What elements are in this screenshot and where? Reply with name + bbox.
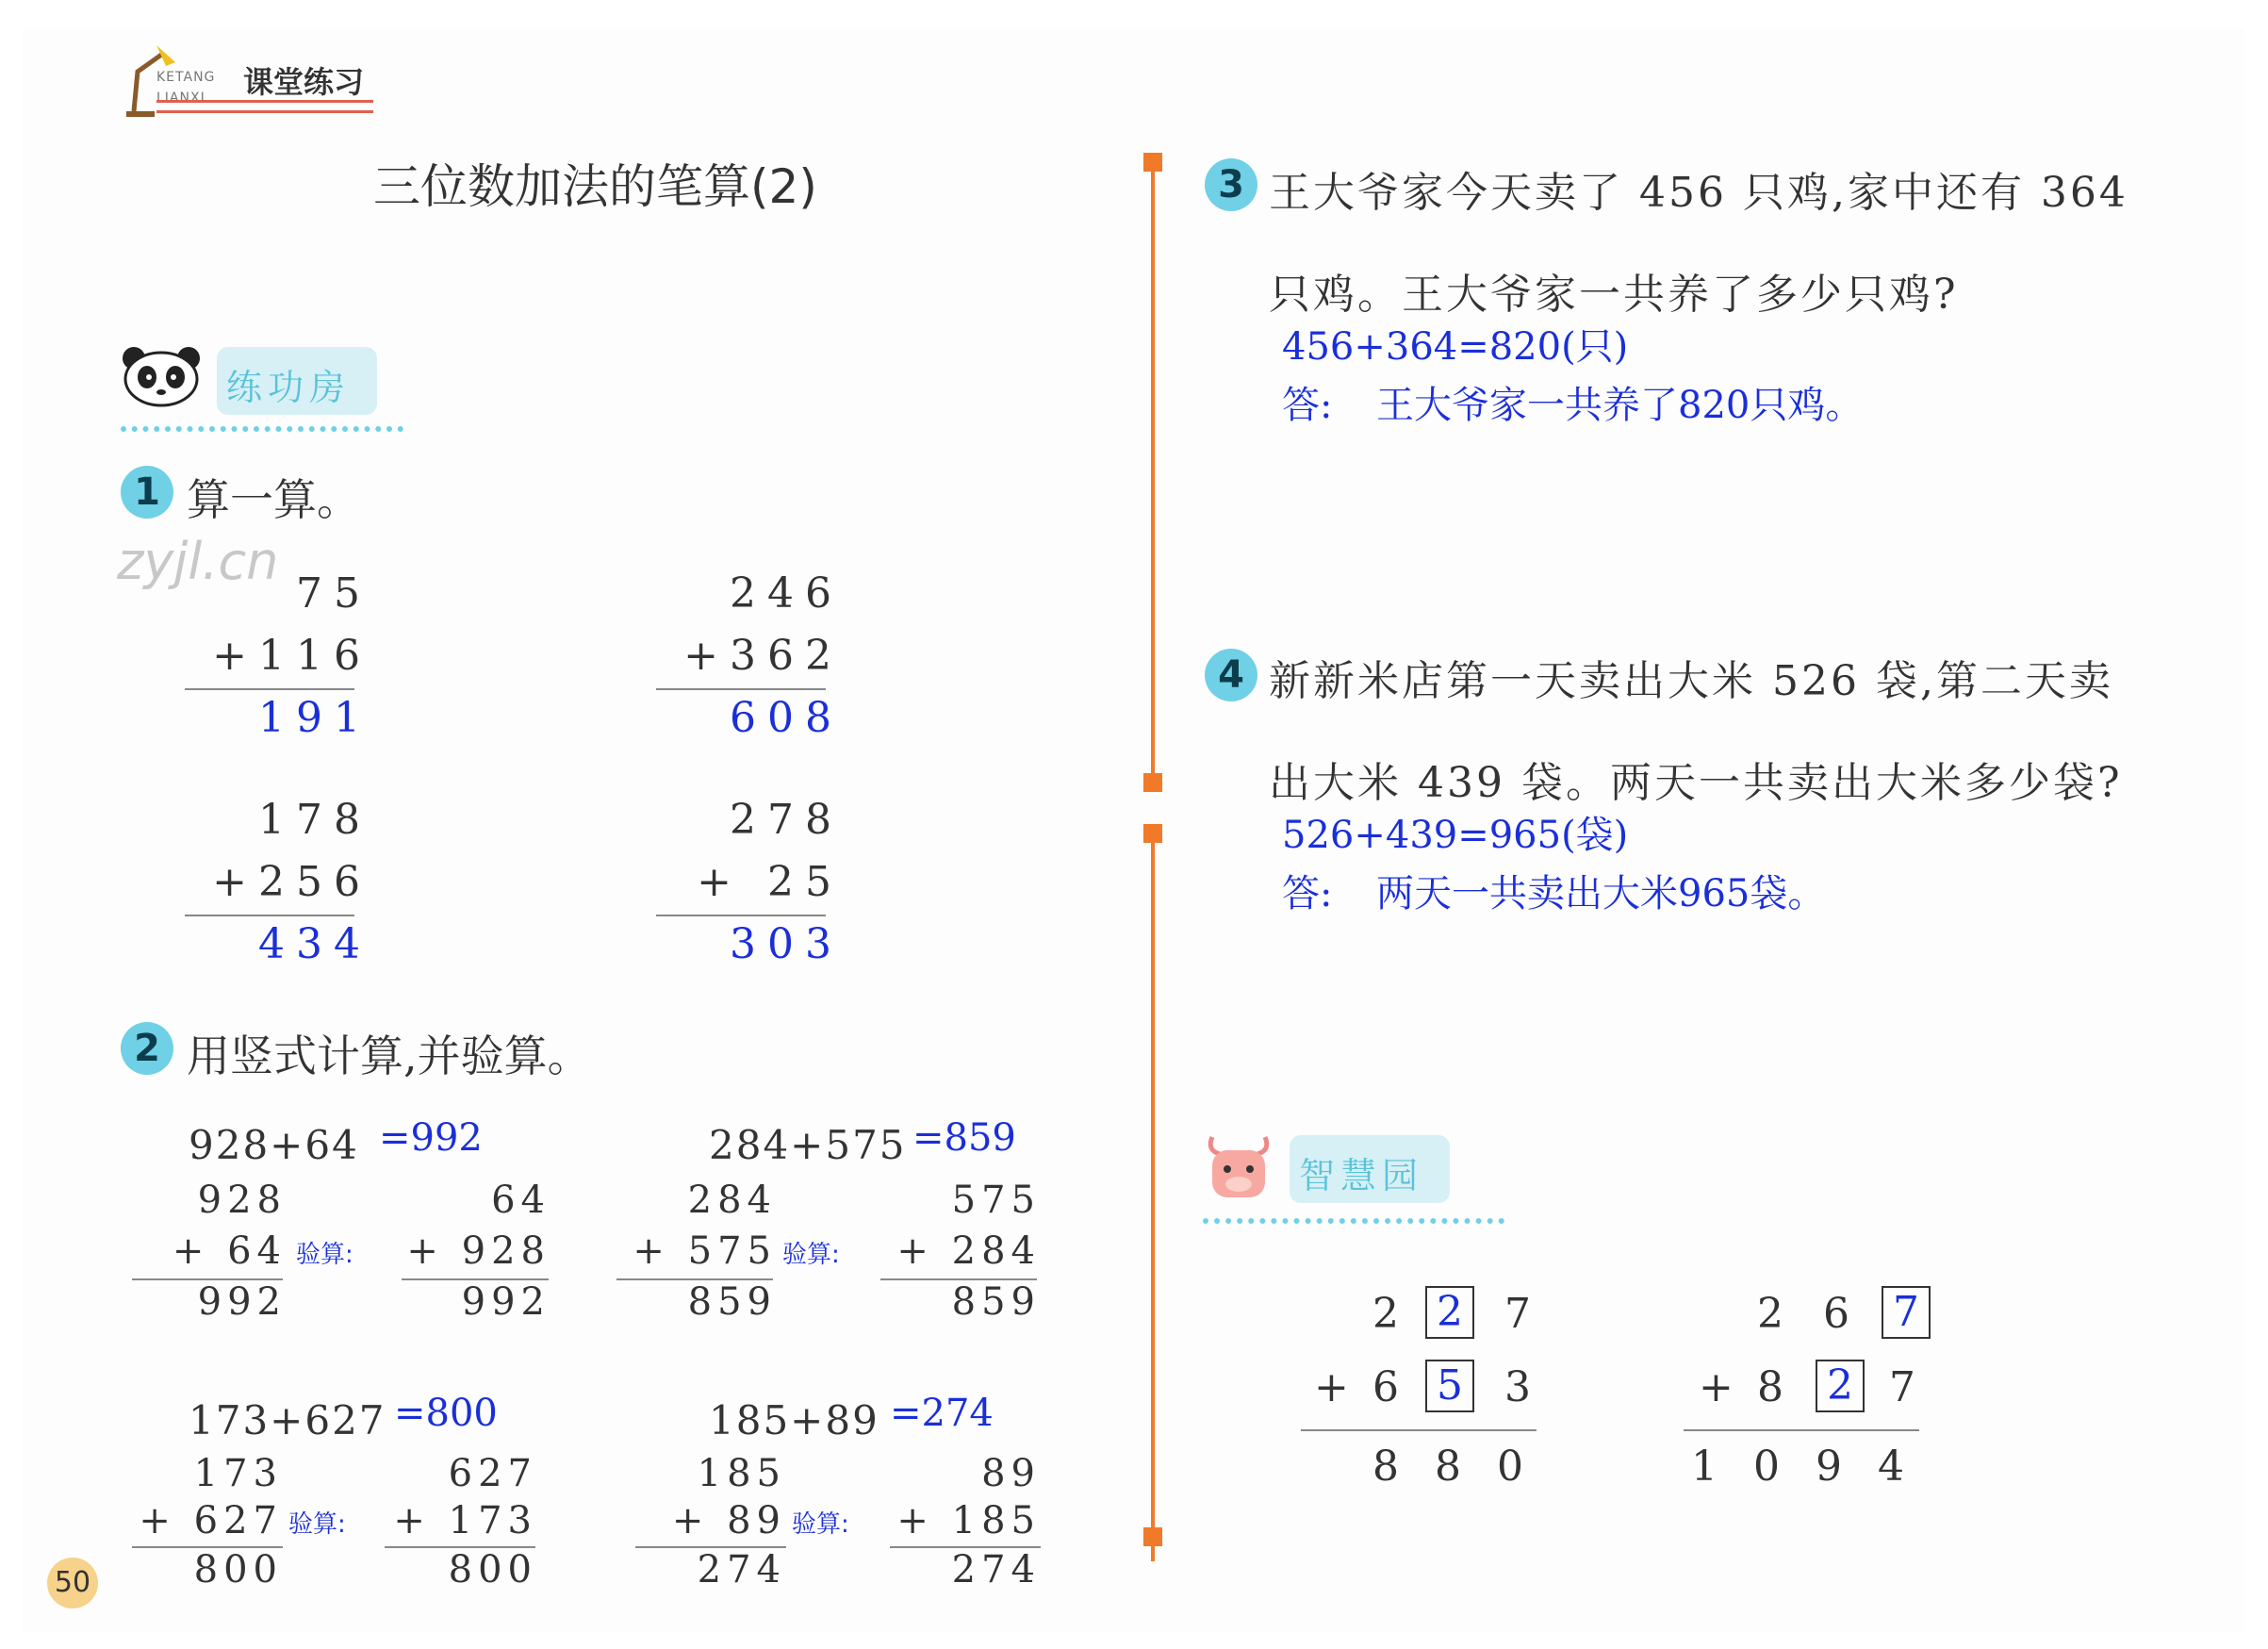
question-number-1: 1	[121, 466, 173, 519]
puzzle1-r1-box: 2	[1425, 1286, 1474, 1339]
q1-instruction: 算一算。	[187, 474, 360, 525]
q2-p4-csum: 274	[951, 1548, 1041, 1591]
q3-line1: 王大爷家今天卖了 456 只鸡,家中还有 364	[1269, 169, 2128, 217]
q1-p4-rule	[656, 915, 826, 916]
q2-p3-csum: 800	[448, 1548, 537, 1591]
q2-p4-result: =274	[890, 1392, 994, 1435]
puzzle1-r2-op: +	[1314, 1363, 1349, 1411]
q2-p2-a: 284	[687, 1179, 777, 1222]
puzzle2-r1-box: 7	[1882, 1286, 1931, 1339]
q2-p1-b: + 64	[172, 1229, 287, 1273]
q1-p3-addend1: 178	[258, 796, 371, 844]
q3-answer-label: 答:	[1282, 384, 1333, 427]
q2-p3-b: + 627	[139, 1499, 283, 1542]
logo-title: 课堂练习	[243, 64, 365, 100]
q1-p3-rule	[185, 915, 354, 916]
puzzle1-r1-d3: 7	[1504, 1290, 1531, 1338]
q2-p4-ca: 89	[981, 1452, 1041, 1495]
q2-p2-csum: 859	[951, 1280, 1041, 1324]
puzzle1-rule	[1301, 1429, 1537, 1431]
q1-p2-answer: 608	[730, 694, 843, 742]
logo-pinyin-bottom: LIANXI	[156, 91, 205, 106]
q1-p1-addend1: 75	[296, 569, 371, 618]
q1-p4-addend1: 278	[730, 796, 843, 844]
q4-line1: 新新米店第一天卖出大米 526 袋,第二天卖	[1269, 657, 2113, 705]
q2-p1-csum: 992	[461, 1280, 551, 1324]
q2-p2-b: + 575	[633, 1229, 777, 1273]
q2-p1-check-label: 验算:	[296, 1241, 353, 1269]
q3-answer-equation: 456+364=820(只)	[1282, 325, 1629, 369]
q2-p3-check-label: 验算:	[288, 1510, 346, 1539]
logo-underline	[156, 100, 373, 113]
q2-p3-a: 173	[193, 1452, 283, 1495]
cow-icon	[1203, 1133, 1274, 1205]
q2-p4-cb: + 185	[896, 1499, 1041, 1542]
q2-p1-a: 928	[197, 1179, 287, 1222]
puzzle2-r2-d1: 8	[1757, 1363, 1783, 1411]
puzzle2-rule	[1684, 1429, 1919, 1431]
puzzle1-r2-box: 5	[1425, 1360, 1474, 1412]
q2-p2-check-label: 验算:	[782, 1241, 840, 1269]
q2-p4-a: 185	[697, 1452, 786, 1495]
q1-p2-addend2: +362	[683, 632, 843, 680]
panda-icon	[121, 345, 202, 411]
q1-p2-addend1: 246	[730, 569, 843, 618]
q1-p1-rule	[185, 688, 354, 690]
page-number: 50	[47, 1558, 98, 1608]
question-number-2: 2	[121, 1022, 173, 1075]
q1-p1-addend2: +116	[212, 632, 371, 680]
q3-line2: 只鸡。王大爷家一共养了多少只鸡?	[1269, 271, 1959, 319]
q2-p1-cb: + 928	[406, 1229, 551, 1273]
puzzle1-sum: 8 8 0	[1372, 1443, 1535, 1491]
q2-p4-b: + 89	[671, 1499, 786, 1542]
q2-p3-sum: 800	[193, 1548, 283, 1591]
q2-p3-result: =800	[394, 1392, 498, 1435]
q2-p3-cb: + 173	[393, 1499, 537, 1542]
q4-answer-text: 两天一共卖出大米965袋。	[1376, 872, 1826, 915]
divider-cap-4	[1143, 1527, 1162, 1546]
q3-answer-text: 王大爷家一共养了820只鸡。	[1376, 384, 1864, 427]
question-number-3: 3	[1205, 158, 1257, 211]
puzzle1-r2-d3: 3	[1504, 1363, 1531, 1411]
q2-p2-expression: 284+575	[709, 1122, 907, 1168]
watermark: zyjl.cn	[117, 532, 279, 591]
logo-pinyin-top: KETANG	[156, 70, 216, 85]
q1-p2-rule	[656, 688, 826, 690]
banner-dotted-line	[121, 426, 403, 432]
q2-p2-ca: 575	[951, 1179, 1041, 1222]
q1-p3-addend2: +256	[212, 858, 371, 906]
page-title: 三位数加法的笔算(2)	[373, 159, 817, 214]
q2-p2-result: =859	[912, 1116, 1016, 1160]
q4-answer-label: 答:	[1282, 872, 1333, 915]
puzzle2-r1-d1: 2	[1757, 1290, 1783, 1338]
divider-cap-3	[1143, 824, 1162, 843]
question-number-4: 4	[1205, 649, 1257, 701]
puzzle1-r1-d1: 2	[1372, 1290, 1399, 1338]
q1-p1-answer: 191	[258, 694, 371, 742]
divider-cap-2	[1143, 773, 1162, 792]
q2-p3-ca: 627	[448, 1452, 537, 1495]
q2-p4-sum: 274	[697, 1548, 786, 1591]
banner-zhihuiyuan: 智慧园	[1299, 1155, 1424, 1196]
puzzle2-r2-box: 2	[1816, 1360, 1865, 1412]
q1-p4-addend2: + 25	[697, 858, 843, 906]
q2-instruction: 用竖式计算,并验算。	[187, 1031, 591, 1081]
q4-line2: 出大米 439 袋。两天一共卖出大米多少袋?	[1269, 759, 2123, 807]
banner-lianggongfang: 练功房	[226, 367, 352, 408]
q2-p1-expression: 928+64	[189, 1122, 359, 1168]
q2-p2-cb: + 284	[896, 1229, 1041, 1273]
q2-p3-expression: 173+627	[189, 1397, 386, 1443]
puzzle2-r2-op: +	[1699, 1363, 1734, 1411]
q2-p2-sum: 859	[687, 1280, 777, 1324]
q1-p3-answer: 434	[258, 920, 371, 968]
q2-p4-expression: 185+89	[709, 1397, 879, 1443]
q4-answer-equation: 526+439=965(袋)	[1282, 814, 1629, 857]
divider-bottom	[1151, 826, 1155, 1561]
q2-p1-sum: 992	[197, 1280, 287, 1324]
q2-p1-ca: 64	[491, 1179, 551, 1222]
divider-cap-1	[1143, 153, 1162, 172]
banner2-dotted-line	[1203, 1218, 1504, 1224]
puzzle2-sum: 1 0 9 4	[1691, 1443, 1915, 1491]
workbook-page	[23, 28, 2243, 1631]
q2-p4-check-label: 验算:	[792, 1510, 849, 1539]
puzzle2-r2-d3: 7	[1889, 1363, 1915, 1411]
q1-p4-answer: 303	[730, 920, 843, 968]
divider-top	[1151, 155, 1155, 777]
q2-p1-result: =992	[379, 1116, 483, 1160]
puzzle1-r2-d1: 6	[1372, 1363, 1399, 1411]
puzzle2-r1-d2: 6	[1823, 1290, 1849, 1338]
